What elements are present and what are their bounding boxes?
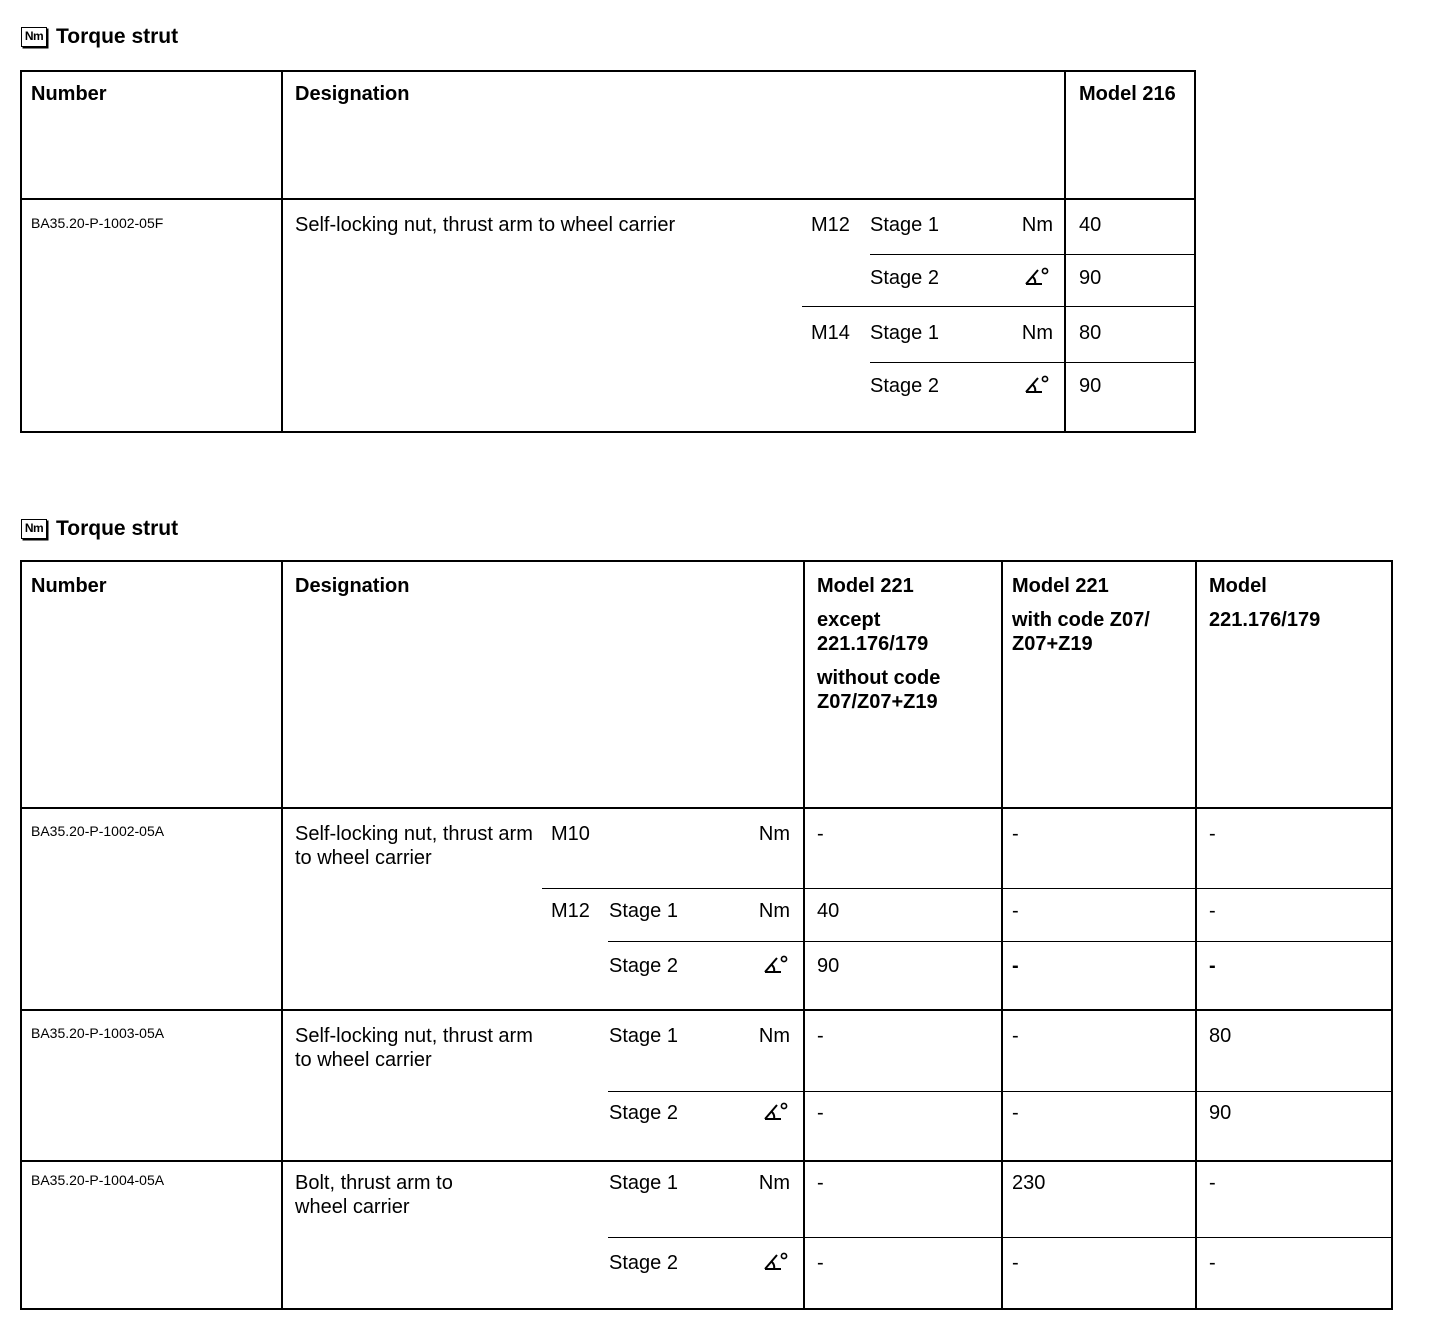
table2-thread: M12: [551, 900, 590, 922]
table2-row-designation: Bolt, thrust arm to wheel carrier: [295, 1172, 453, 1218]
table2-header-designation: Designation: [295, 575, 410, 597]
table2-unit: Nm: [758, 1025, 790, 1047]
angle-degree-icon: [763, 1251, 789, 1273]
table2-value-model2: -: [1012, 955, 1019, 977]
table1-row-designation: Self-locking nut, thrust arm to wheel carrier: [295, 214, 676, 236]
table1-stage: Stage 1: [870, 322, 939, 344]
table2-value-model1: -: [817, 1102, 824, 1124]
table2-value-model1: -: [817, 823, 824, 845]
table1-title-block: [21, 25, 178, 49]
table1-unit: Nm: [1021, 322, 1053, 344]
table1-stage: Stage 2: [870, 267, 939, 289]
table2-row-designation: Self-locking nut, thrust arm to wheel carrier: [295, 823, 533, 869]
table2-value-model2: -: [1012, 900, 1019, 922]
table2-value-model3: 80: [1209, 1025, 1232, 1047]
angle-degree-icon: [1024, 374, 1050, 396]
table1-header-number: Number: [31, 83, 107, 105]
table1: [20, 70, 1196, 433]
table2-thread: M10: [551, 823, 590, 845]
table1-header-model: Model 216: [1079, 83, 1176, 105]
table2-value-model1: -: [817, 1172, 824, 1194]
table2-value-model2: -: [1012, 1025, 1019, 1047]
table2-header-number: Number: [31, 575, 107, 597]
table2-value-model3: -: [1209, 823, 1216, 845]
table2-value-model3: -: [1209, 1252, 1216, 1274]
table2-value-model3: -: [1209, 900, 1216, 922]
table1-thread: M14: [811, 322, 850, 344]
table2-title: Torque strut: [56, 517, 179, 540]
table2: [20, 560, 1393, 1310]
nm-icon: Nm: [21, 519, 47, 539]
table2-title-block: [21, 517, 178, 541]
table2-header-model1-line3: without code Z07/Z07+Z19: [817, 667, 941, 713]
table2-row-designation: Self-locking nut, thrust arm to wheel carrier: [295, 1025, 533, 1071]
table1-thread: M12: [811, 214, 850, 236]
table2-stage: Stage 1: [609, 1025, 678, 1047]
table1-stage: Stage 2: [870, 375, 939, 397]
table2-header-model3-line1: Model: [1209, 575, 1267, 597]
table2-value-model3: -: [1209, 1172, 1216, 1194]
table2-header-model2-line2: with code Z07/ Z07+Z19: [1012, 609, 1150, 655]
table2-unit: Nm: [758, 823, 790, 845]
table2-value-model3: -: [1209, 955, 1216, 977]
table2-value-model1: -: [817, 1252, 824, 1274]
table2-value-model2: 230: [1012, 1172, 1046, 1194]
table1-value: 90: [1079, 375, 1102, 397]
table2-header-model3-line2: 221.176/179: [1209, 609, 1321, 631]
table1-value: 80: [1079, 322, 1102, 344]
table2-value-model3: 90: [1209, 1102, 1232, 1124]
table2-value-model2: -: [1012, 1252, 1019, 1274]
table2-value-model2: -: [1012, 1102, 1019, 1124]
angle-degree-icon: [763, 1101, 789, 1123]
table2-stage: Stage 2: [609, 1252, 678, 1274]
table2-unit: Nm: [758, 1172, 790, 1194]
table2-value-model1: 40: [817, 900, 840, 922]
table2-row-number: BA35.20-P-1003-05A: [31, 1025, 165, 1041]
table2-row-number: BA35.20-P-1004-05A: [31, 1172, 165, 1188]
nm-icon: Nm: [21, 27, 47, 47]
table1-unit: Nm: [1021, 214, 1053, 236]
table2-stage: Stage 2: [609, 1102, 678, 1124]
angle-degree-icon: [763, 954, 789, 976]
table1-title: Torque strut: [56, 25, 179, 48]
table1-stage: Stage 1: [870, 214, 939, 236]
table1-value: 40: [1079, 214, 1102, 236]
table1-row-number: BA35.20-P-1002-05F: [31, 215, 164, 231]
table2-header-model1-line1: Model 221: [817, 575, 914, 597]
angle-degree-icon: [1024, 266, 1050, 288]
table2-header-model2-line1: Model 221: [1012, 575, 1109, 597]
table2-value-model1: -: [817, 1025, 824, 1047]
table2-value-model2: -: [1012, 823, 1019, 845]
table2-unit: Nm: [758, 900, 790, 922]
table1-header-designation: Designation: [295, 83, 410, 105]
table2-stage: Stage 2: [609, 955, 678, 977]
table2-row-number: BA35.20-P-1002-05A: [31, 823, 165, 839]
table2-stage: Stage 1: [609, 900, 678, 922]
table2-value-model1: 90: [817, 955, 840, 977]
table1-value: 90: [1079, 267, 1102, 289]
table2-header-model1-line2: except 221.176/179: [817, 609, 929, 655]
table2-stage: Stage 1: [609, 1172, 678, 1194]
